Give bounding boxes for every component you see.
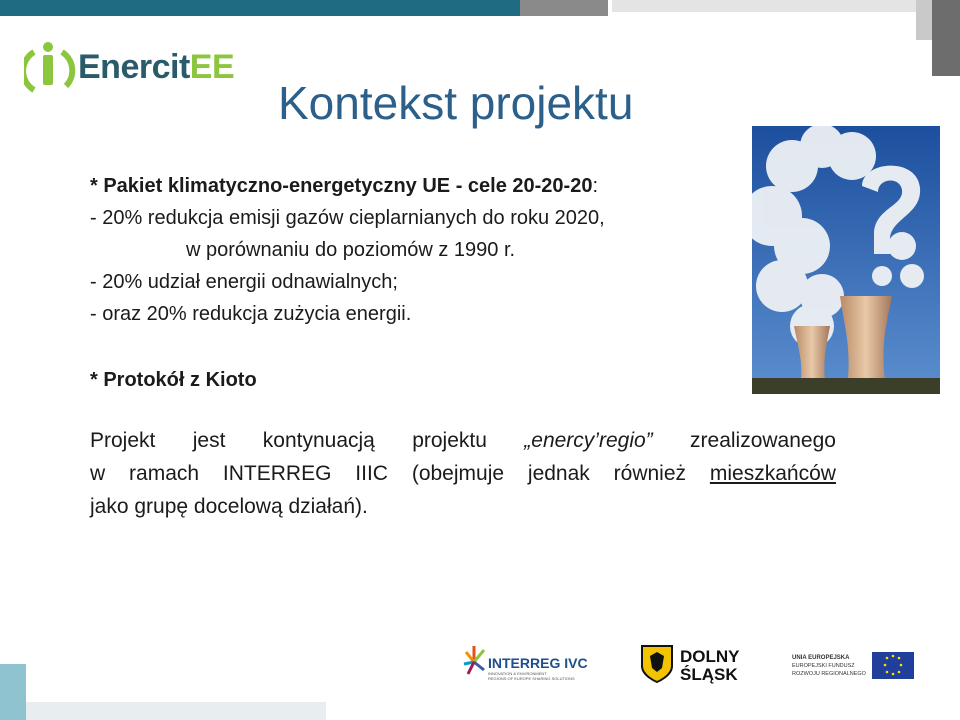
logo-text-main: Enercit <box>78 47 190 86</box>
top-bar-light <box>612 0 916 12</box>
word: INTERREG <box>222 462 332 485</box>
enercitee-logo <box>24 38 234 96</box>
interreg-text: INTERREG IVC <box>488 655 588 671</box>
eu-fund-logo <box>790 650 916 680</box>
eu-text-2: EUROPEJSKI FUNDUSZ <box>792 663 855 669</box>
paragraph-line-3: jako grupę docelową działań). <box>90 495 368 518</box>
project-name: „enercy’regio” <box>524 429 653 452</box>
interreg-logo <box>462 640 588 684</box>
context-list <box>90 170 605 396</box>
word: kontynuacją <box>262 429 375 452</box>
top-bar-gray <box>520 0 608 16</box>
word: również <box>613 462 687 485</box>
word: projektu <box>412 429 487 452</box>
top-bar-teal <box>0 0 520 16</box>
project-paragraph <box>90 424 836 523</box>
word: zrealizowanego <box>690 429 836 452</box>
word: Projekt <box>90 429 156 452</box>
bottom-bar-light <box>26 702 326 720</box>
eu-text-1: UNIA EUROPEJSKA <box>792 655 850 661</box>
person-icon <box>24 38 76 96</box>
paragraph-line-2 <box>90 457 836 490</box>
word: (obejmuje <box>411 462 505 485</box>
word: ramach <box>129 462 200 485</box>
logo-text-accent: EE <box>189 47 235 86</box>
line-renewables: - 20% udział energii odnawialnych; <box>90 271 398 293</box>
eu-text-3: ROZWOJU REGIONALNEGO <box>792 671 866 677</box>
line-efficiency: - oraz 20% redukcja zużycia energii. <box>90 303 412 325</box>
line-emissions: - 20% redukcja emisji gazów cieplarnianych do roku 2020, <box>90 207 605 229</box>
dolny-text: DOLNY <box>680 647 740 666</box>
line-colon: : <box>592 175 599 197</box>
paragraph-line-1 <box>90 424 836 457</box>
interreg-sub2: REGIONS OF EUROPE SHARING SOLUTIONS <box>488 676 575 681</box>
corner-bar-light <box>916 0 932 40</box>
line-climate-package <box>90 170 605 202</box>
word: jest <box>192 429 226 452</box>
interreg-sub1: INNOVATION & ENVIRONMENT <box>488 671 547 676</box>
word: jednak <box>527 462 590 485</box>
line-kyoto: * Protokół z Kioto <box>90 369 257 391</box>
cooling-towers-photo <box>752 126 940 394</box>
line-climate-package-text: * Pakiet klimatyczno-energetyczny UE - cele 20-20-20 <box>90 175 593 197</box>
dolny-slask-logo <box>640 644 752 684</box>
slask-text: ŚLĄSK <box>680 665 738 684</box>
line-baseline: w porównaniu do poziomów z 1990 r. <box>186 239 516 261</box>
underlined-word: mieszkańców <box>709 462 836 485</box>
bottom-bar-teal <box>0 664 26 720</box>
eu-flag-icon <box>872 652 914 679</box>
page-title: Kontekst projektu <box>278 77 634 129</box>
corner-bar-dark <box>932 0 960 76</box>
word: w <box>90 462 106 485</box>
word: IIIC <box>355 462 388 485</box>
star-icon <box>464 646 484 674</box>
logo-text <box>78 48 234 87</box>
